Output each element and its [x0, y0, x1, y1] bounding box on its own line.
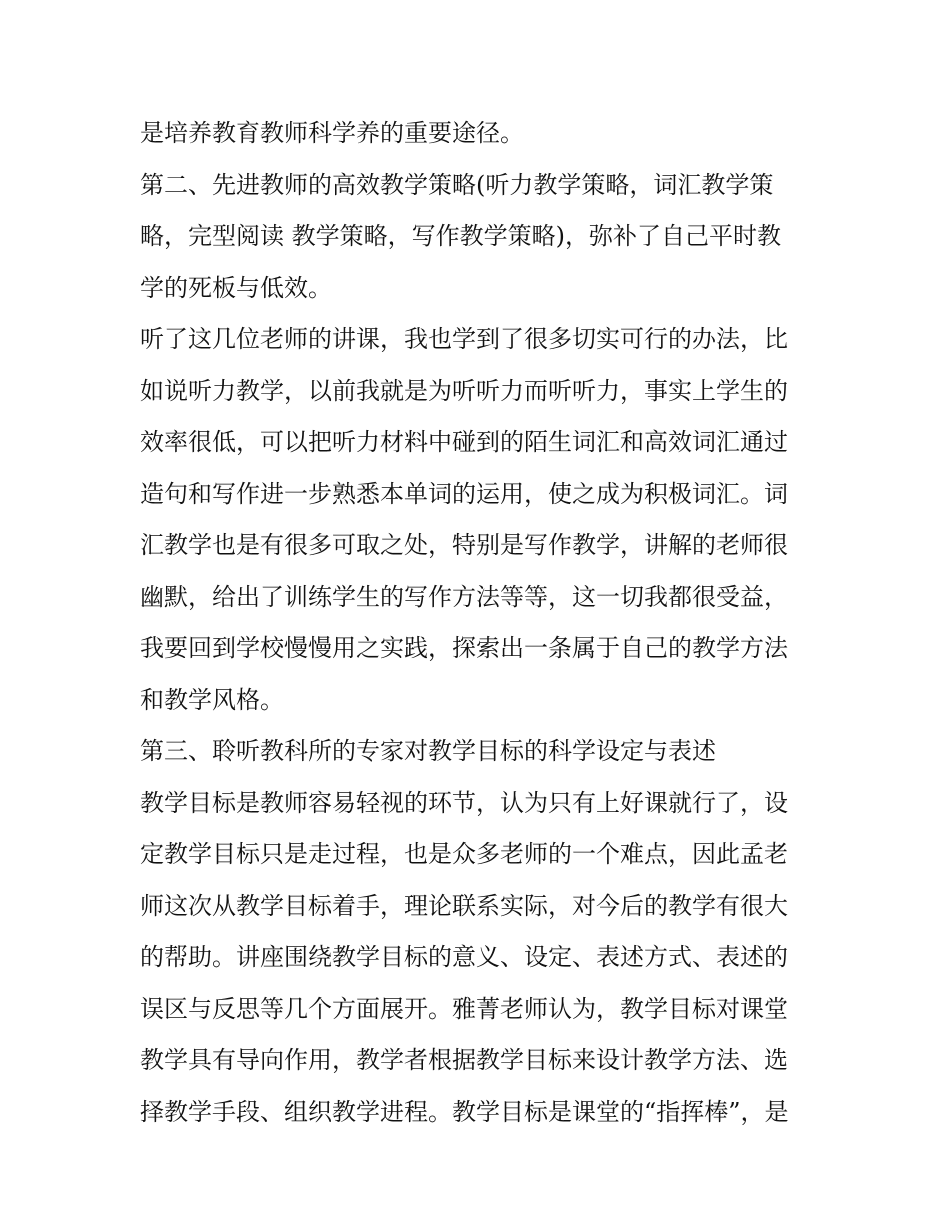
text-line: 学的死板与低效。 [140, 273, 332, 302]
text-line: 择教学手段、组织教学进程。教学目标是课堂的“指挥棒”，是 [140, 1097, 789, 1126]
text-line: 和教学风格。 [140, 685, 284, 714]
document-body [140, 108, 812, 1138]
text-line: 的帮助。讲座围绕教学目标的意义、设定、表述方式、表述的 [140, 943, 788, 971]
text-line: 定教学目标只是走过程，也是众多老师的一个难点，因此孟老 [140, 840, 788, 868]
text-line: 效率很低，可以把听力材料中碰到的陌生词汇和高效词汇通过 [140, 428, 788, 456]
text-line: 略，完型阅读 教学策略，写作教学策略)，弥补了自己平时教 [140, 222, 781, 250]
text-line: 造句和写作进一步熟悉本单词的运用，使之成为积极词汇。词 [140, 479, 788, 508]
text-line: 是培养教育教师科学养的重要途径。 [140, 119, 524, 147]
text-line: 汇教学也是有很多可取之处，特别是写作教学，讲解的老师很 [140, 531, 788, 559]
text-line: 师这次从教学目标着手，理论联系实际，对今后的教学有很大 [140, 891, 788, 920]
text-line: 教学具有导向作用，教学者根据教学目标来设计教学方法、选 [140, 1046, 788, 1074]
text-line: 第三、聆听教科所的专家对教学目标的科学设定与表述 [140, 737, 716, 765]
text-line: 我要回到学校慢慢用之实践，探索出一条属于自己的教学方法 [140, 634, 788, 662]
text-line: 幽默，给出了训练学生的写作方法等等，这一切我都很受益， [140, 582, 788, 611]
text-line: 第二、先进教师的高效教学策略(听力教学策略，词汇教学策 [140, 170, 774, 199]
text-line: 教学目标是教师容易轻视的环节，认为只有上好课就行了，设 [140, 788, 788, 817]
text-line: 误区与反思等几个方面展开。雅菁老师认为，教学目标对课堂 [140, 994, 788, 1023]
text-line: 如说听力教学，以前我就是为听听力而听听力，事实上学生的 [140, 376, 788, 405]
text-line: 听了这几位老师的讲课，我也学到了很多切实可行的办法，比 [140, 325, 788, 353]
